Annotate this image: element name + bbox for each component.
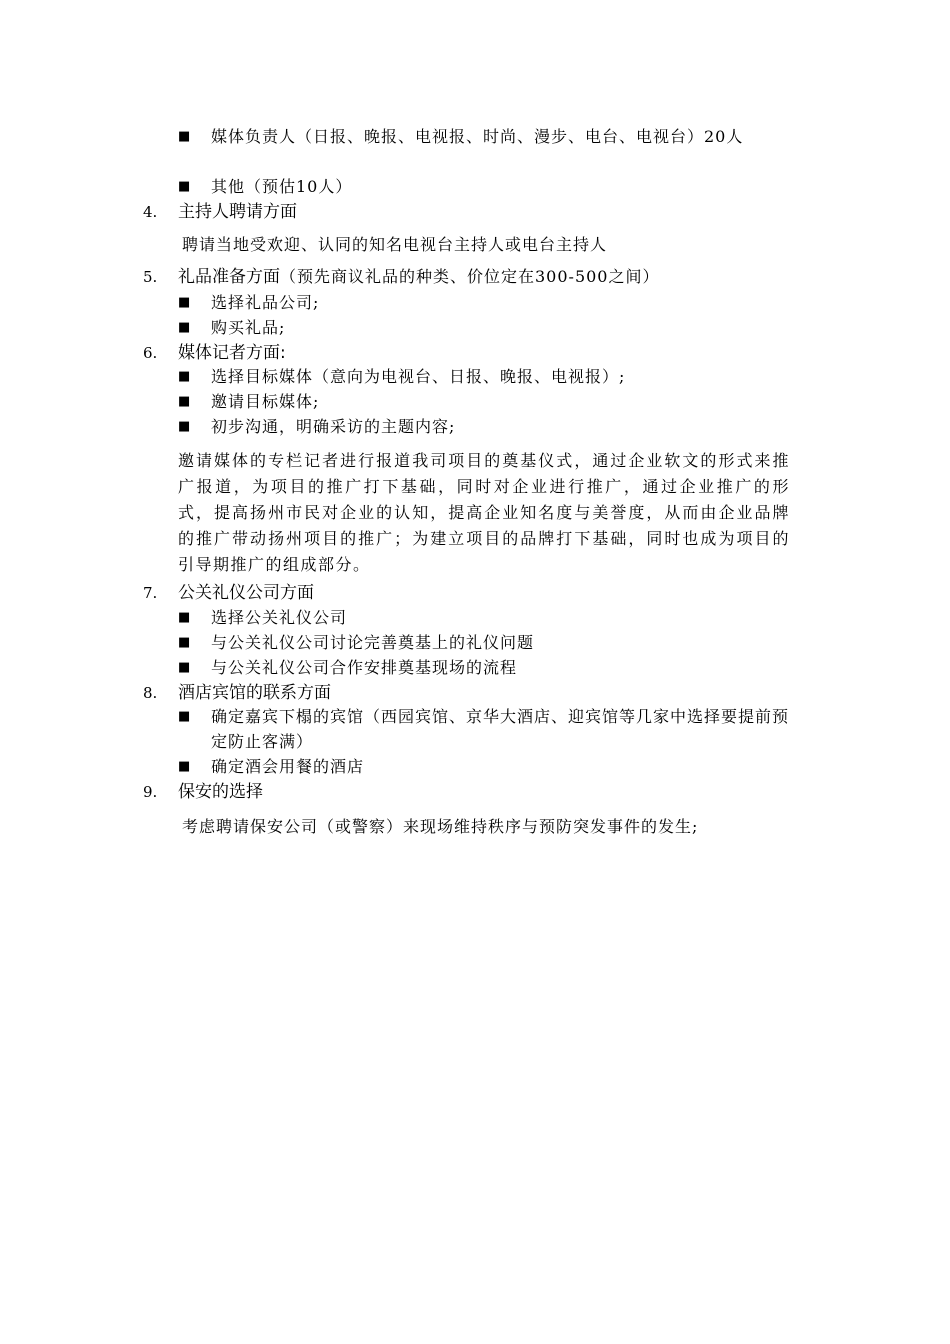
section-number: 7. (143, 584, 158, 602)
section-number: 8. (143, 684, 158, 702)
list-item-text: 选择礼品公司; (211, 293, 320, 312)
square-bullet-icon: ■ (178, 709, 191, 724)
section-title: 媒体记者方面: (178, 343, 286, 363)
section-paragraph: 考虑聘请保安公司（或警察）来现场维持秩序与预防突发事件的发生; (182, 817, 699, 836)
square-bullet-icon: ■ (178, 394, 191, 409)
section-heading-7 (143, 580, 314, 606)
list-item-text: 选择公关礼仪公司 (211, 608, 348, 627)
list-item-text: 购买礼品; (211, 318, 286, 337)
list-item-text: 初步沟通，明确采访的主题内容; (211, 417, 456, 436)
section-number: 5. (143, 268, 158, 286)
square-bullet-icon: ■ (178, 660, 191, 675)
list-item (178, 630, 790, 655)
list-item-text: 与公关礼仪公司合作安排奠基现场的流程 (211, 658, 518, 677)
list-item (178, 389, 790, 414)
section-paragraph: 邀请媒体的专栏记者进行报道我司项目的奠基仪式，通过企业软文的形式来推广报道，为项目的推广打下基础，同时对企业进行推广，通过企业推广的形式，提高扬州市民对企业的认知，提高企业知名度与美誉度，从而由企业品牌的推广带动扬州项目的推广；为建立项目的品牌打下基础，同时也成为项目的引导期推广的组成部分。 (178, 451, 790, 574)
section-heading-9 (143, 779, 263, 805)
square-bullet-icon: ■ (178, 320, 191, 335)
list-item (178, 290, 790, 315)
square-bullet-icon: ■ (178, 295, 191, 310)
section-number: 9. (143, 783, 158, 801)
square-bullet-icon: ■ (178, 635, 191, 650)
section-heading-6 (143, 340, 286, 366)
section-number: 4. (143, 203, 158, 221)
list-item (178, 655, 790, 680)
list-item-text: 邀请目标媒体; (211, 392, 320, 411)
list-item (178, 754, 790, 779)
section-title: 礼品准备方面 (178, 267, 280, 287)
section-heading-5 (143, 264, 660, 290)
list-item (178, 364, 790, 389)
list-item (178, 174, 790, 199)
square-bullet-icon: ■ (178, 129, 191, 144)
list-item (178, 414, 790, 439)
square-bullet-icon: ■ (178, 610, 191, 625)
square-bullet-icon: ■ (178, 369, 191, 384)
section-paragraph: 聘请当地受欢迎、认同的知名电视台主持人或电台主持人 (182, 235, 608, 254)
section-number: 6. (143, 344, 158, 362)
section-title: 主持人聘请方面 (178, 202, 297, 222)
list-item (178, 124, 790, 149)
square-bullet-icon: ■ (178, 179, 191, 194)
list-item-text: 选择目标媒体（意向为电视台、日报、晚报、电视报）; (211, 367, 626, 386)
list-item-text: 其他（预估10人） (211, 177, 353, 196)
list-item-text: 与公关礼仪公司讨论完善奠基上的礼仪问题 (211, 633, 535, 652)
square-bullet-icon: ■ (178, 759, 191, 774)
section-note: （预先商议礼品的种类、价位定在300-500之间） (280, 267, 660, 286)
section-title: 保安的选择 (178, 782, 263, 802)
list-item-text: 确定嘉宾下榻的宾馆（西园宾馆、京华大酒店、迎宾馆等几家中选择要提前预定防止客满） (211, 707, 790, 751)
list-item-text: 媒体负责人（日报、晚报、电视报、时尚、漫步、电台、电视台）20人 (211, 127, 744, 146)
list-item-text: 确定酒会用餐的酒店 (211, 757, 365, 776)
section-title: 公关礼仪公司方面 (178, 583, 314, 603)
square-bullet-icon: ■ (178, 419, 191, 434)
section-heading-8 (143, 680, 331, 706)
section-title: 酒店宾馆的联系方面 (178, 683, 331, 703)
list-item (178, 704, 790, 754)
section-heading-4 (143, 199, 297, 225)
list-item (178, 605, 790, 630)
list-item (178, 315, 790, 340)
